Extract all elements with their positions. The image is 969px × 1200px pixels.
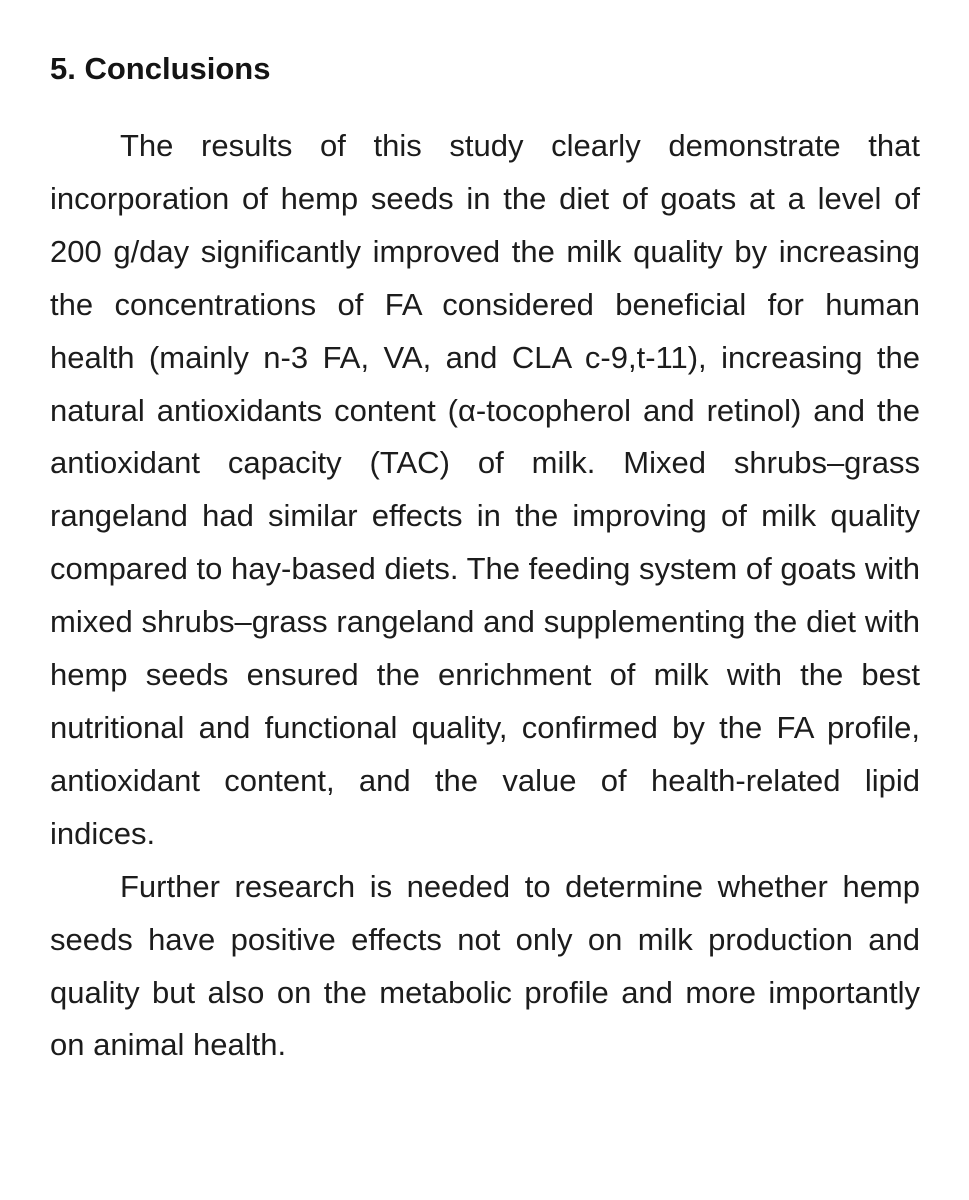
section-heading: 5. Conclusions [50, 51, 271, 86]
conclusion-paragraph-1: The results of this study clearly demonstrate that incorporation of hemp seeds in the diet of goats at a level of 200 g/day significantly improved the milk quality by increasing the concentrations of FA considered beneficial for human health (mainly n-3 FA, VA, and CLA c-9,t-11), increasing the natural antioxidants content (α-tocopherol and retinol) and the antioxidant capacity (TAC) of milk. Mixed shrubs–grass rangeland had similar effects in the improving of milk quality compared to hay-based diets. The feeding system of goats with mixed shrubs–grass rangeland and supplementing the diet with hemp seeds ensured the enrichment of milk with the best nutritional and functional quality, confirmed by the FA profile, antioxidant content, and the value of health-related lipid indices. [50, 128, 920, 851]
conclusion-paragraph-2: Further research is needed to determine whether hemp seeds have positive effects not only on milk production and quality but also on the metabolic profile and more importantly on animal health. [50, 868, 920, 1063]
document-page [50, 44, 920, 1072]
